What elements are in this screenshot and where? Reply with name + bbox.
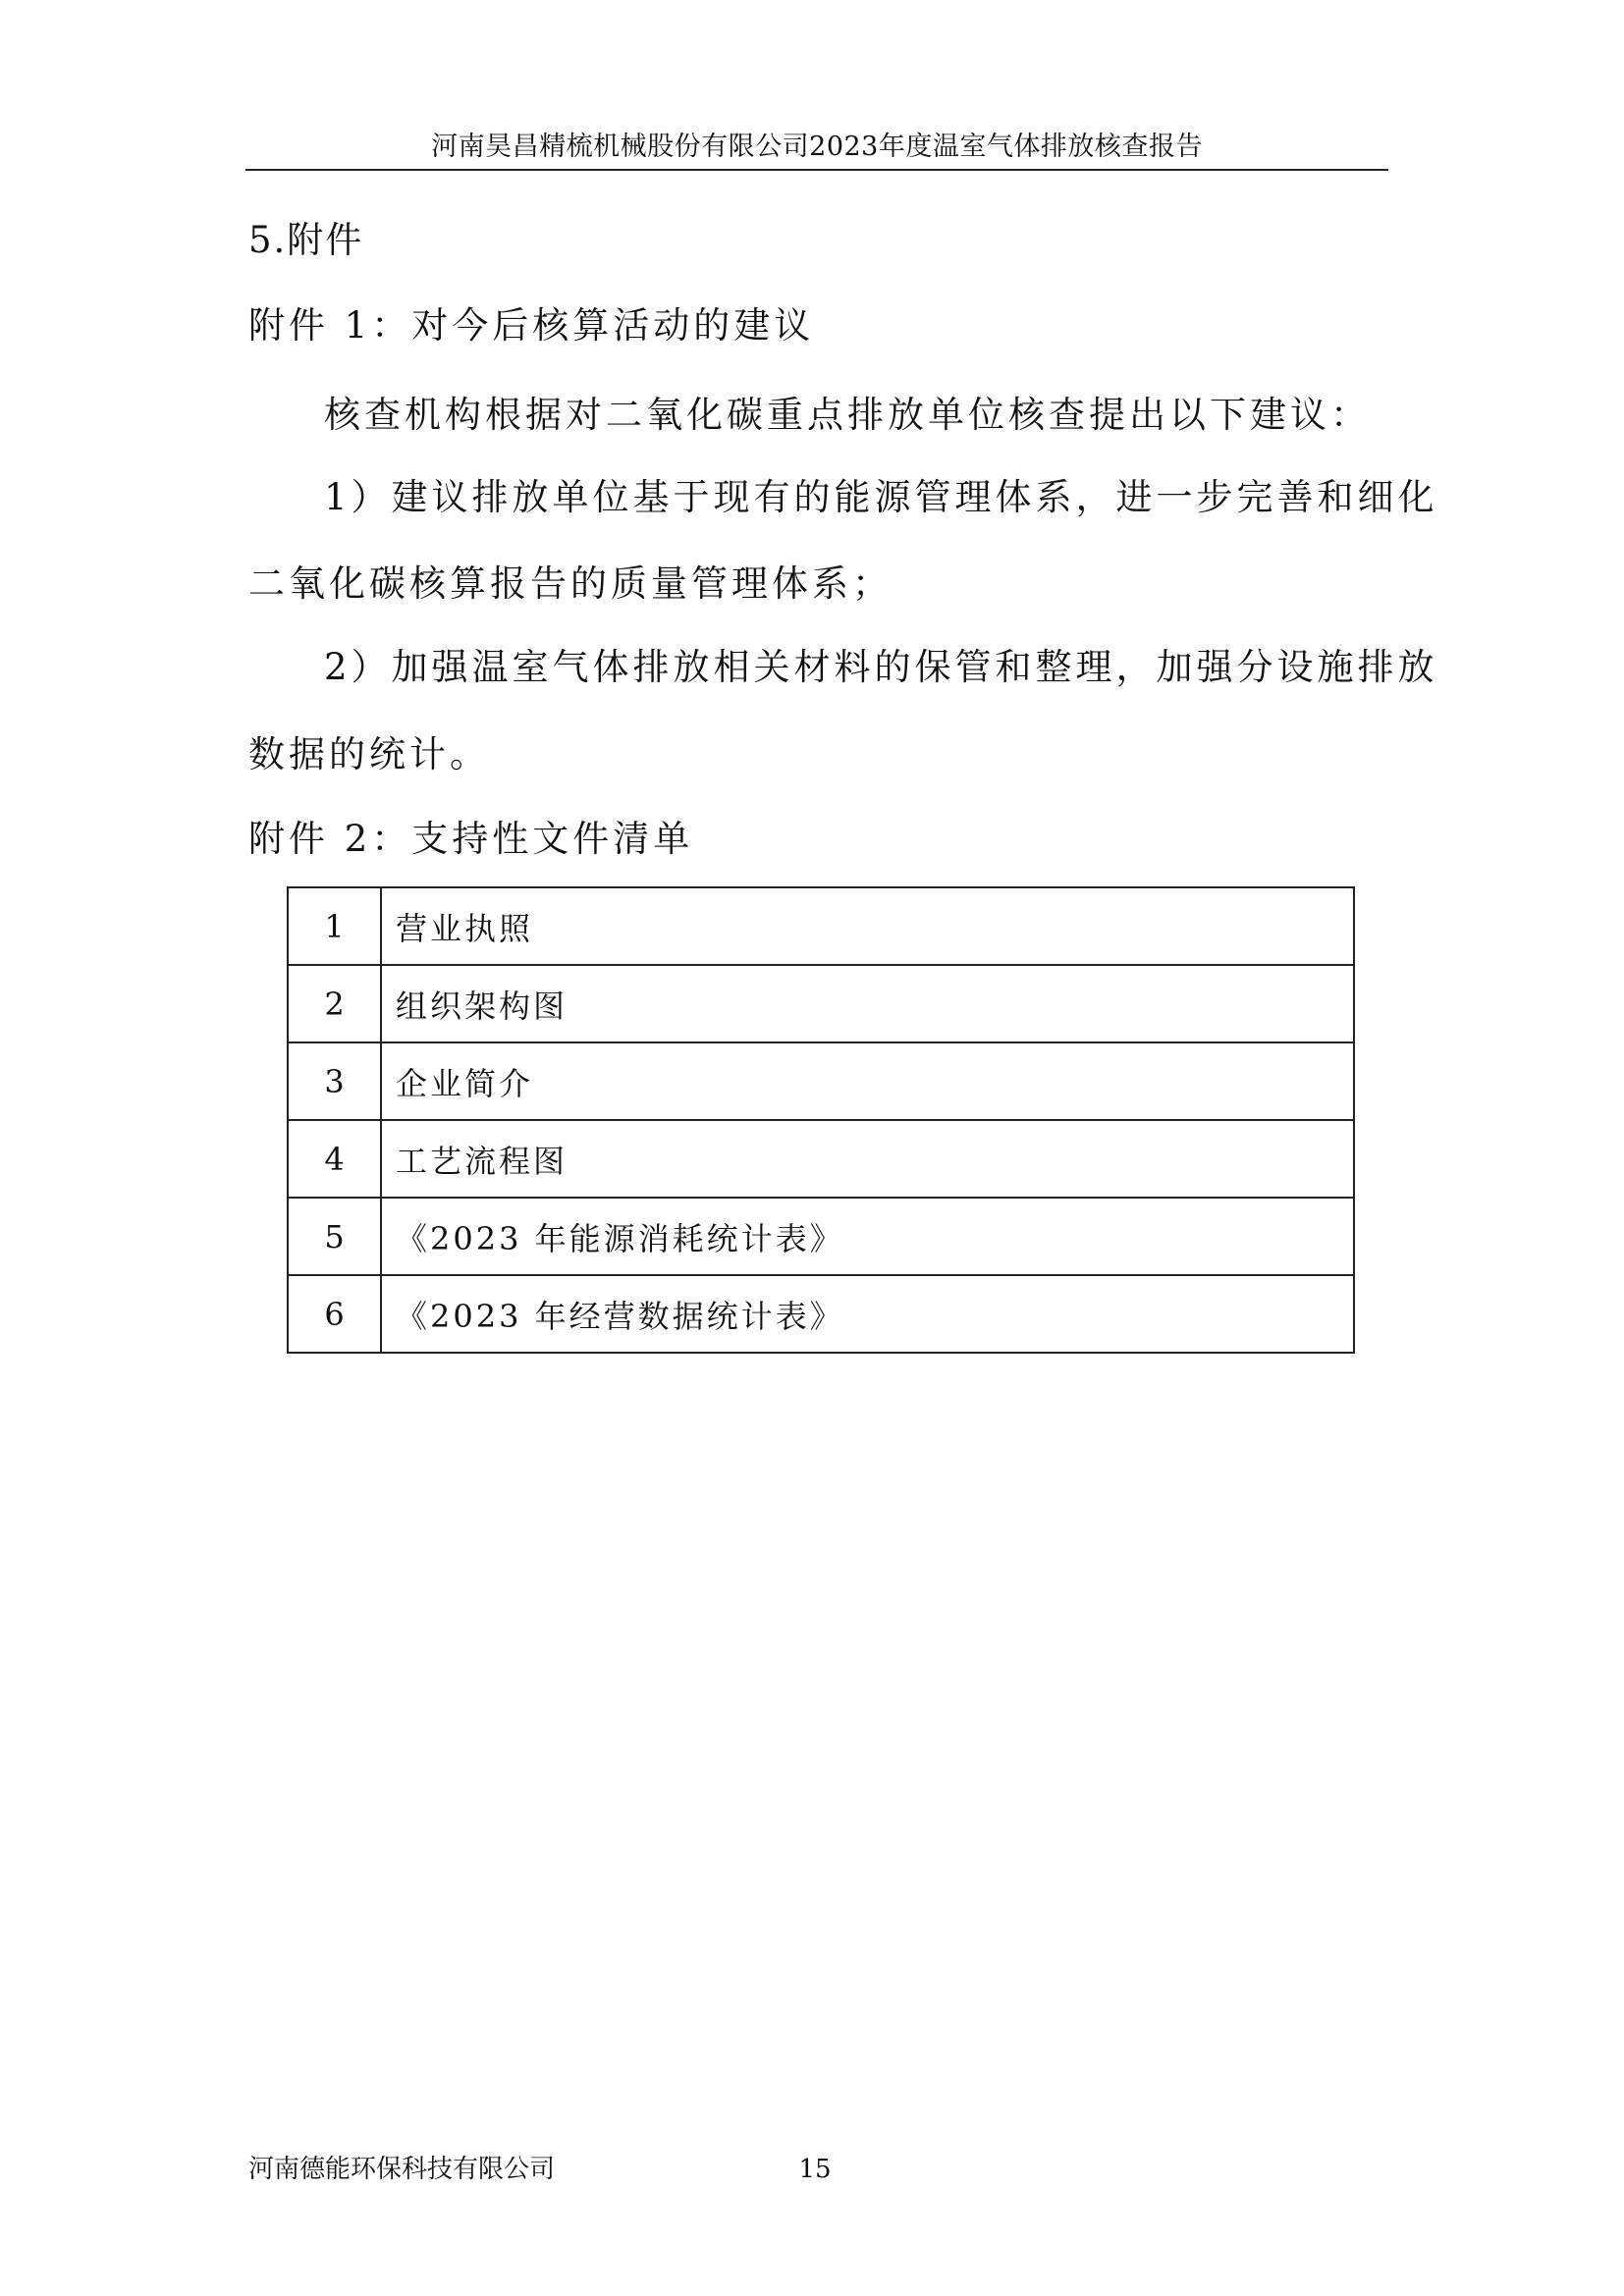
table-row [288,1275,1354,1353]
suggestion-2-line-1: 2）加强温室气体排放相关材料的保管和整理，加强分设施排放 [324,646,1438,688]
footer-company: 河南德能环保科技有限公司 [248,2155,556,2184]
table-row [288,887,1354,965]
supporting-documents-table [287,886,1355,1354]
document-name: 工艺流程图 [381,1120,1354,1198]
row-number: 4 [288,1120,381,1198]
suggestion-1-line-2: 二氧化碳核算报告的质量管理体系； [248,562,893,605]
document-name: 企业简介 [381,1042,1354,1120]
document-name: 《2023 年能源消耗统计表》 [381,1198,1354,1275]
document-name: 组织架构图 [381,965,1354,1042]
table-row [288,1198,1354,1275]
table-row [288,1120,1354,1198]
page-number: 15 [798,2155,832,2184]
attachment-1-title: 附件 1：对今后核算活动的建议 [248,304,815,347]
attachment-2-title: 附件 2：支持性文件清单 [248,818,694,860]
document-name: 营业执照 [381,887,1354,965]
row-number: 1 [288,887,381,965]
table-row [288,965,1354,1042]
suggestion-2-line-2: 数据的统计。 [248,733,490,775]
suggestion-1-line-1: 1）建议排放单位基于现有的能源管理体系，进一步完善和细化 [324,476,1438,518]
intro-paragraph: 核查机构根据对二氧化碳重点排放单位核查提出以下建议： [324,394,1371,436]
row-number: 2 [288,965,381,1042]
row-number: 6 [288,1275,381,1353]
section-title: 5.附件 [248,219,364,261]
row-number: 3 [288,1042,381,1120]
table-row [288,1042,1354,1120]
row-number: 5 [288,1198,381,1275]
page-header: 河南昊昌精梳机械股份有限公司2023年度温室气体排放核查报告 [245,126,1388,171]
document-name: 《2023 年经营数据统计表》 [381,1275,1354,1353]
